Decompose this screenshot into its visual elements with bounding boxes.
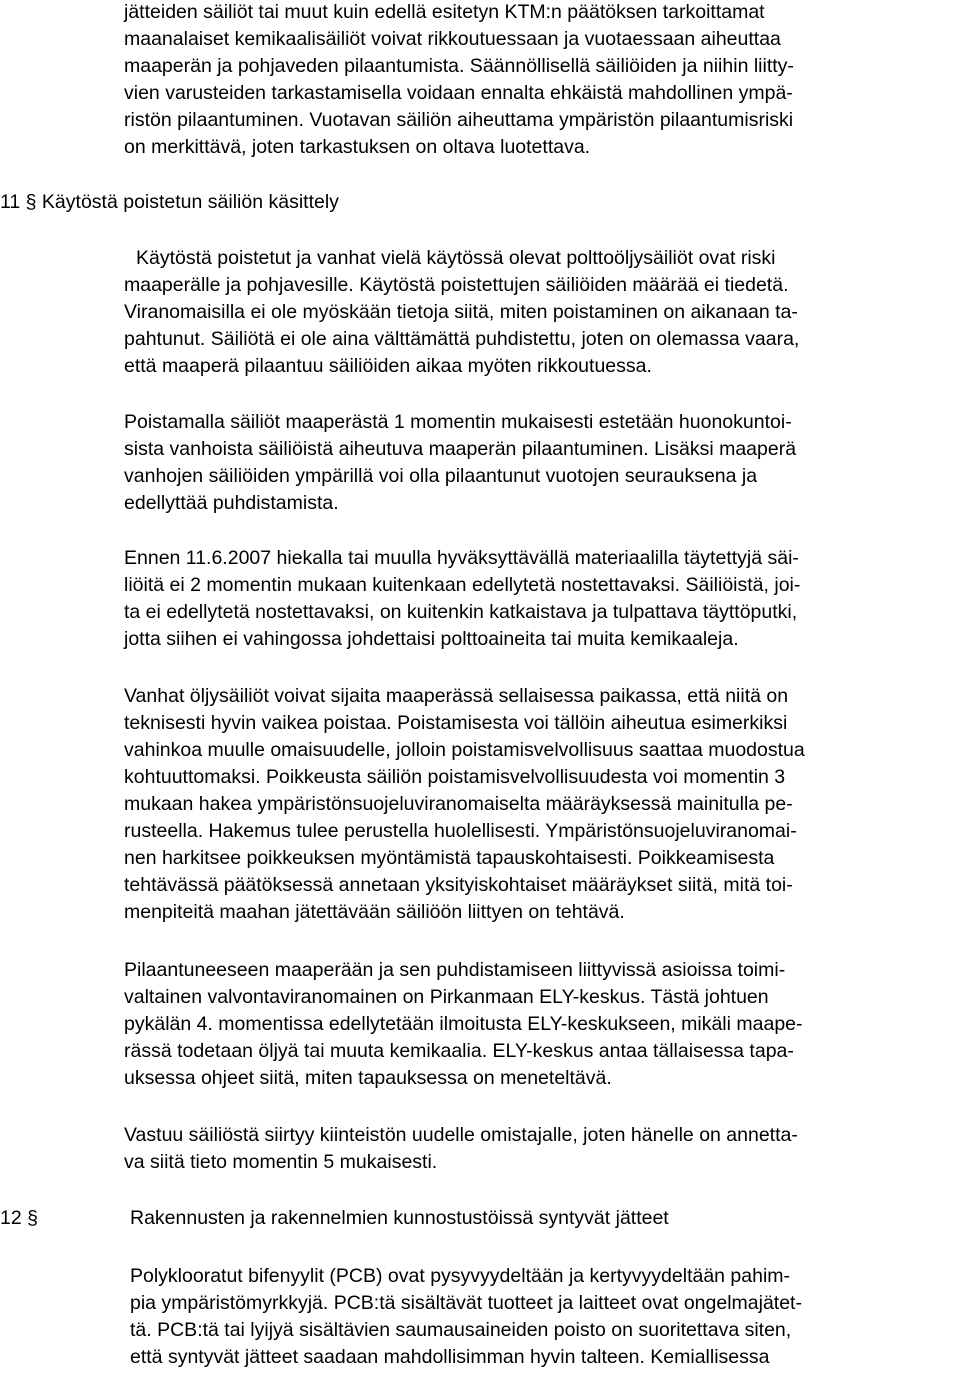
text-line: Pilaantuneeseen maaperään ja sen puhdistamiseen liittyvissä asioissa toimi- xyxy=(124,959,786,981)
text-line: että maaperä pilaantuu säiliöiden aikaa myöten rikkoutuessa. xyxy=(124,355,652,377)
text-line: tä. PCB:tä tai lyijyä sisältävien saumausaineiden poisto on suoritettava siten, xyxy=(130,1319,792,1341)
text-line: rusteella. Hakemus tulee perustella huolellisesti. Ympäristönsuojeluviranomai- xyxy=(124,820,797,842)
text-line: sista vanhoista säiliöistä aiheutuva maaperän pilaantuminen. Lisäksi maaperä xyxy=(124,438,797,460)
text-line: rässä todetaan öljyä tai muuta kemikaalia. ELY-keskus antaa tällaisessa tapa- xyxy=(124,1040,794,1062)
text-line: Vastuu säiliöstä siirtyy kiinteistön uudelle omistajalle, joten hänelle on annetta- xyxy=(124,1124,798,1146)
text-line: että syntyvät jätteet saadaan mahdollisimman hyvin talteen. Kemiallisessa xyxy=(130,1346,770,1368)
text-line: maaperälle ja pohjavesille. Käytöstä poistettujen säiliöiden määrää ei tiedetä. xyxy=(124,274,789,296)
text-line: pahtunut. Säiliötä ei ole aina välttämättä puhdistettu, joten on olemassa vaara, xyxy=(124,328,800,350)
section-12-title: Rakennusten ja rakennelmien kunnostustöissä syntyvät jätteet xyxy=(130,1207,669,1229)
text-line: Ennen 11.6.2007 hiekalla tai muulla hyväksyttävällä materiaalilla täytettyjä säi- xyxy=(124,547,799,569)
text-line: maanalaiset kemikaalisäiliöt voivat rikkoutuessaan ja vuotaessaan aiheuttaa xyxy=(124,28,781,50)
text-line: vanhojen säiliöiden ympärillä voi olla pilaantunut vuotojen seurauksena ja xyxy=(124,465,758,487)
text-line: Käytöstä poistetut ja vanhat vielä käytössä olevat polttoöljysäiliöt ovat riski xyxy=(136,247,776,269)
text-line: Poistamalla säiliöt maaperästä 1 momentin mukaisesti estetään huonokuntoi- xyxy=(124,411,792,433)
text-line: jotta siihen ei vahingossa johdettaisi polttoaineita tai muita kemikaaleja. xyxy=(124,628,739,650)
text-line: Viranomaisilla ei ole myöskään tietoja siitä, miten poistaminen on aikanaan ta- xyxy=(124,301,798,323)
text-line: ta ei edellytetä nostettavaksi, on kuitenkin katkaistava ja tulpattava täyttöputki, xyxy=(124,601,798,623)
text-line: vahinkoa muulle omaisuudelle, jolloin poistamisvelvollisuus saattaa muodostua xyxy=(124,739,805,761)
text-line: Vanhat öljysäiliöt voivat sijaita maaperässä sellaisessa paikassa, että niitä on xyxy=(124,685,789,707)
text-line: edellyttää puhdistamista. xyxy=(124,492,339,514)
text-line: liöitä ei 2 momentin mukaan kuitenkaan edellytetä nostettavaksi. Säiliöistä, joi- xyxy=(124,574,801,596)
text-line: kohtuuttomaksi. Poikkeusta säiliön poistamisvelvollisuudesta voi momentin 3 xyxy=(124,766,786,788)
text-line: va siitä tieto momentin 5 mukaisesti. xyxy=(124,1151,438,1173)
text-line: on merkittävä, joten tarkastuksen on oltava luotettava. xyxy=(124,136,591,158)
text-line: maaperän ja pohjaveden pilaantumista. Säännöllisellä säiliöiden ja niihin liitty- xyxy=(124,55,794,77)
text-line: nen harkitsee poikkeuksen myöntämistä tapauskohtaisesti. Poikkeamisesta xyxy=(124,847,775,869)
text-line: jätteiden säiliöt tai muut kuin edellä esitetyn KTM:n päätöksen tarkoittamat xyxy=(124,1,765,23)
text-line: pykälän 4. momentissa edellytetään ilmoitusta ELY-keskukseen, mikäli maape- xyxy=(124,1013,803,1035)
text-line: teknisesti hyvin vaikea poistaa. Poistamisesta voi tällöin aiheutua esimerkiksi xyxy=(124,712,788,734)
text-line: uksessa ohjeet siitä, miten tapauksessa on meneteltävä. xyxy=(124,1067,612,1089)
text-line: mukaan hakea ympäristönsuojeluviranomaiselta määräyksessä mainitulla pe- xyxy=(124,793,793,815)
text-line: tehtävässä päätöksessä annetaan yksityiskohtaiset määräykset siitä, mitä toi- xyxy=(124,874,793,896)
text-line: vien varusteiden tarkastamisella voidaan ennalta ehkäistä mahdollinen ympä- xyxy=(124,82,793,104)
section-11-heading: 11 § Käytöstä poistetun säiliön käsittely xyxy=(0,191,339,213)
text-line: Polyklooratut bifenyylit (PCB) ovat pysyvyydeltään ja kertyvyydeltään pahim- xyxy=(130,1265,791,1287)
section-12-number: 12 § xyxy=(0,1207,38,1229)
text-line: menpiteitä maahan jätettävään säiliöön liittyen on tehtävä. xyxy=(124,901,625,923)
text-line: ristön pilaantuminen. Vuotavan säiliön aiheuttama ympäristön pilaantumisriski xyxy=(124,109,794,131)
text-line: valtainen valvontaviranomainen on Pirkanmaan ELY-keskus. Tästä johtuen xyxy=(124,986,769,1008)
text-line: pia ympäristömyrkkyjä. PCB:tä sisältävät tuotteet ja laitteet ovat ongelmajätet- xyxy=(130,1292,802,1314)
